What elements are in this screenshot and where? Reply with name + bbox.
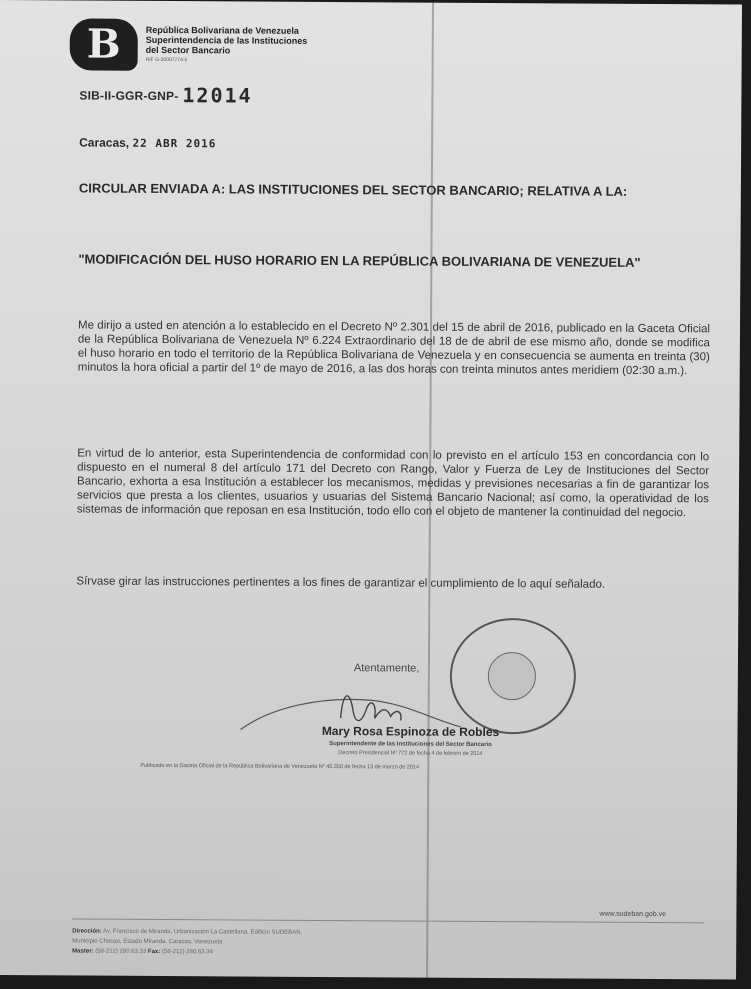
- body-paragraph: En virtud de lo anterior, esta Superintendencia de conformidad con lo previsto en el artículo 153 en concordancia con lo dispuesto en el numeral 8 del artículo 171 del Decreto con Rango, Valor y Fuerza de Ley de Instituciones del Sector Bancario, exhorta a esa Institución a establecer los mecanismos, medidas y previsiones necesarias a fin de garantizar los servicios que presta a los clientes, usuarios y usuarias del Sistema Bancario Nacional; así como, la operatividad de los sistemas de información que reposan en esa Institución, todo ello con el objeto de mantener la continuidad del negocio.: [76, 447, 710, 520]
- letterhead-line: República Bolivariana de Venezuela: [145, 24, 299, 36]
- address-line-2: Municipio Chacao, Estado Miranda. Caracas, Venezuela: [72, 938, 223, 946]
- publication-note: Publicado en la Gaceta Oficial de la República Bolivariana de Venezuela Nº 40.350 de fecha 13 de marzo de 2014: [140, 762, 420, 771]
- signer-title: Superintendente de las Instituciones del Sector Bancario: [329, 741, 492, 749]
- signer-name: Mary Rosa Espinoza de Robles: [321, 723, 500, 740]
- fax-number: (58-212) 280.63.34: [161, 949, 214, 956]
- phone-line: [72, 946, 492, 959]
- footer-address: [72, 926, 492, 959]
- reference-code: [79, 82, 252, 107]
- reference-prefix: SIB-II-GGR-GNP-: [79, 88, 179, 104]
- fax-label: Fax:: [147, 948, 161, 955]
- letterhead-rif: RIF G-20007774-5: [145, 56, 188, 64]
- subject-line: "MODIFICACIÓN DEL HUSO HORARIO EN LA REPÚBLICA BOLIVARIANA DE VENEZUELA": [78, 251, 641, 270]
- body-paragraph: Sírvase girar las instrucciones pertinentes a los fines de garantizar el cumplimiento de lo aquí señalado.: [76, 575, 606, 591]
- circular-heading: CIRCULAR ENVIADA A: LAS INSTITUCIONES DEL SECTOR BANCARIO; RELATIVA A LA:: [78, 180, 628, 199]
- footer-divider: [72, 918, 704, 923]
- phone-label: Master:: [72, 948, 94, 955]
- date-stamp: 22 ABR 2016: [132, 136, 217, 151]
- sudeban-logo-icon: B: [70, 18, 138, 70]
- footer-website: www.sudeban.gob.ve: [599, 910, 666, 919]
- letterhead: [146, 25, 308, 66]
- closing-salutation: Atentamente,: [353, 662, 420, 675]
- address-text: Av. Francisco de Miranda, Urbanización La Castellana, Edificio SUDEBAN,: [102, 928, 303, 936]
- phone-number: (58-212) 280.63.33: [95, 948, 147, 955]
- date-line: [79, 135, 216, 150]
- address-label: Dirección:: [72, 928, 102, 935]
- body-paragraph: Me dirijo a usted en atención a lo establecido en el Decreto Nº 2.301 del 15 de abril de 2016, publicado en la Gaceta Oficial de la República Bolivariana de Venezuela Nº 6.224 Extraordinario del 18 de de abril de ese mismo año, donde se modifica el huso horario en todo el territorio de la República Bolivariana de Venezuela y en consecuencia se aumenta en treinta (30) minutos la hora oficial a partir del 1º de mayo de 2016, a las dos horas con treinta minutos antes meridiem (02:30 a.m.).: [77, 319, 711, 378]
- letterhead-line: del Sector Bancario: [145, 44, 231, 56]
- reference-number: 12014: [182, 83, 253, 108]
- date-place: Caracas,: [79, 135, 130, 150]
- letterhead-line: Superintendencia de las Instituciones: [145, 34, 308, 46]
- signer-decree: Decreto Presidencial Nº 772 de fecha 4 de febrero de 2014: [338, 750, 483, 757]
